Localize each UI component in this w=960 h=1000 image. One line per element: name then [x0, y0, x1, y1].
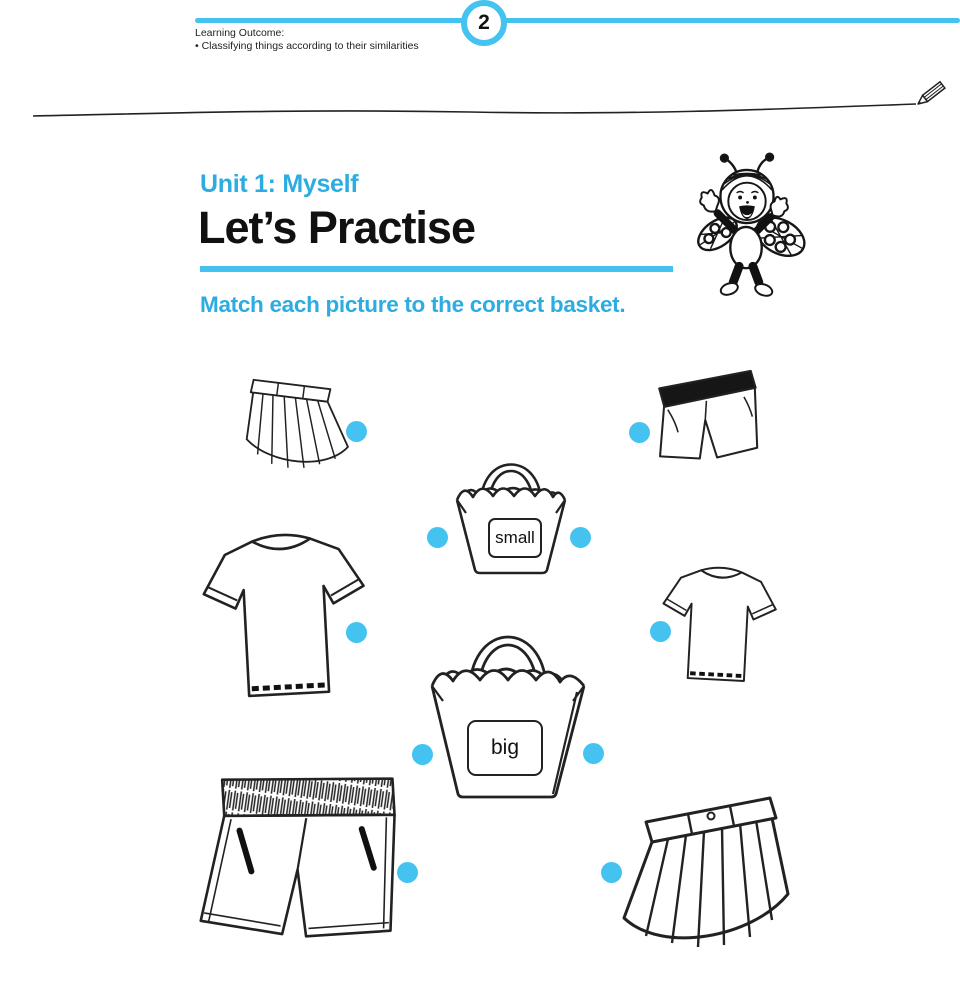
small-basket-label: small	[488, 518, 542, 558]
small-skirt-icon	[235, 368, 360, 474]
instruction-text: Match each picture to the correct basket.	[200, 292, 626, 317]
big-basket-label: big	[467, 720, 543, 776]
match-dot-small-tshirt[interactable]	[650, 621, 671, 642]
big-tshirt-icon	[193, 520, 374, 711]
match-dot-big-tshirt[interactable]	[346, 622, 367, 643]
big-shorts-icon	[191, 763, 412, 960]
small-basket[interactable]	[445, 440, 577, 575]
match-dot-big-skirt[interactable]	[601, 862, 622, 883]
big-basket[interactable]	[418, 608, 598, 800]
match-dot-small-basket-left[interactable]	[427, 527, 448, 548]
match-dot-big-basket-right[interactable]	[583, 743, 604, 764]
unit-title: Unit 1: Myself	[200, 170, 359, 198]
big-tshirt-item[interactable]	[198, 524, 370, 706]
match-dot-big-basket-left[interactable]	[412, 744, 433, 765]
page-number-badge	[461, 0, 507, 46]
small-shorts-icon	[645, 362, 773, 474]
small-tshirt-icon	[653, 557, 784, 691]
match-dot-small-shorts[interactable]	[629, 422, 650, 443]
learning-outcome-label: Learning Outcome:	[195, 27, 285, 39]
match-dot-small-skirt[interactable]	[346, 421, 367, 442]
small-shorts-item[interactable]	[650, 368, 768, 468]
small-skirt-item[interactable]	[238, 372, 356, 470]
pencil-divider-icon	[0, 80, 960, 140]
title-underline	[200, 266, 673, 272]
big-shorts-item[interactable]	[196, 768, 408, 954]
small-tshirt-item[interactable]	[656, 560, 780, 688]
learning-outcome	[195, 27, 419, 53]
ladybug-mascot-icon	[688, 150, 806, 298]
learning-outcome-item: • Classifying things according to their similarities	[195, 40, 419, 52]
header-rule	[195, 18, 960, 23]
big-skirt-icon	[616, 790, 792, 950]
big-skirt-item[interactable]	[616, 790, 792, 950]
activity-title: Let’s Practise	[198, 202, 475, 253]
match-dot-small-basket-right[interactable]	[570, 527, 591, 548]
match-dot-big-shorts[interactable]	[397, 862, 418, 883]
page-number: 2	[478, 11, 490, 34]
